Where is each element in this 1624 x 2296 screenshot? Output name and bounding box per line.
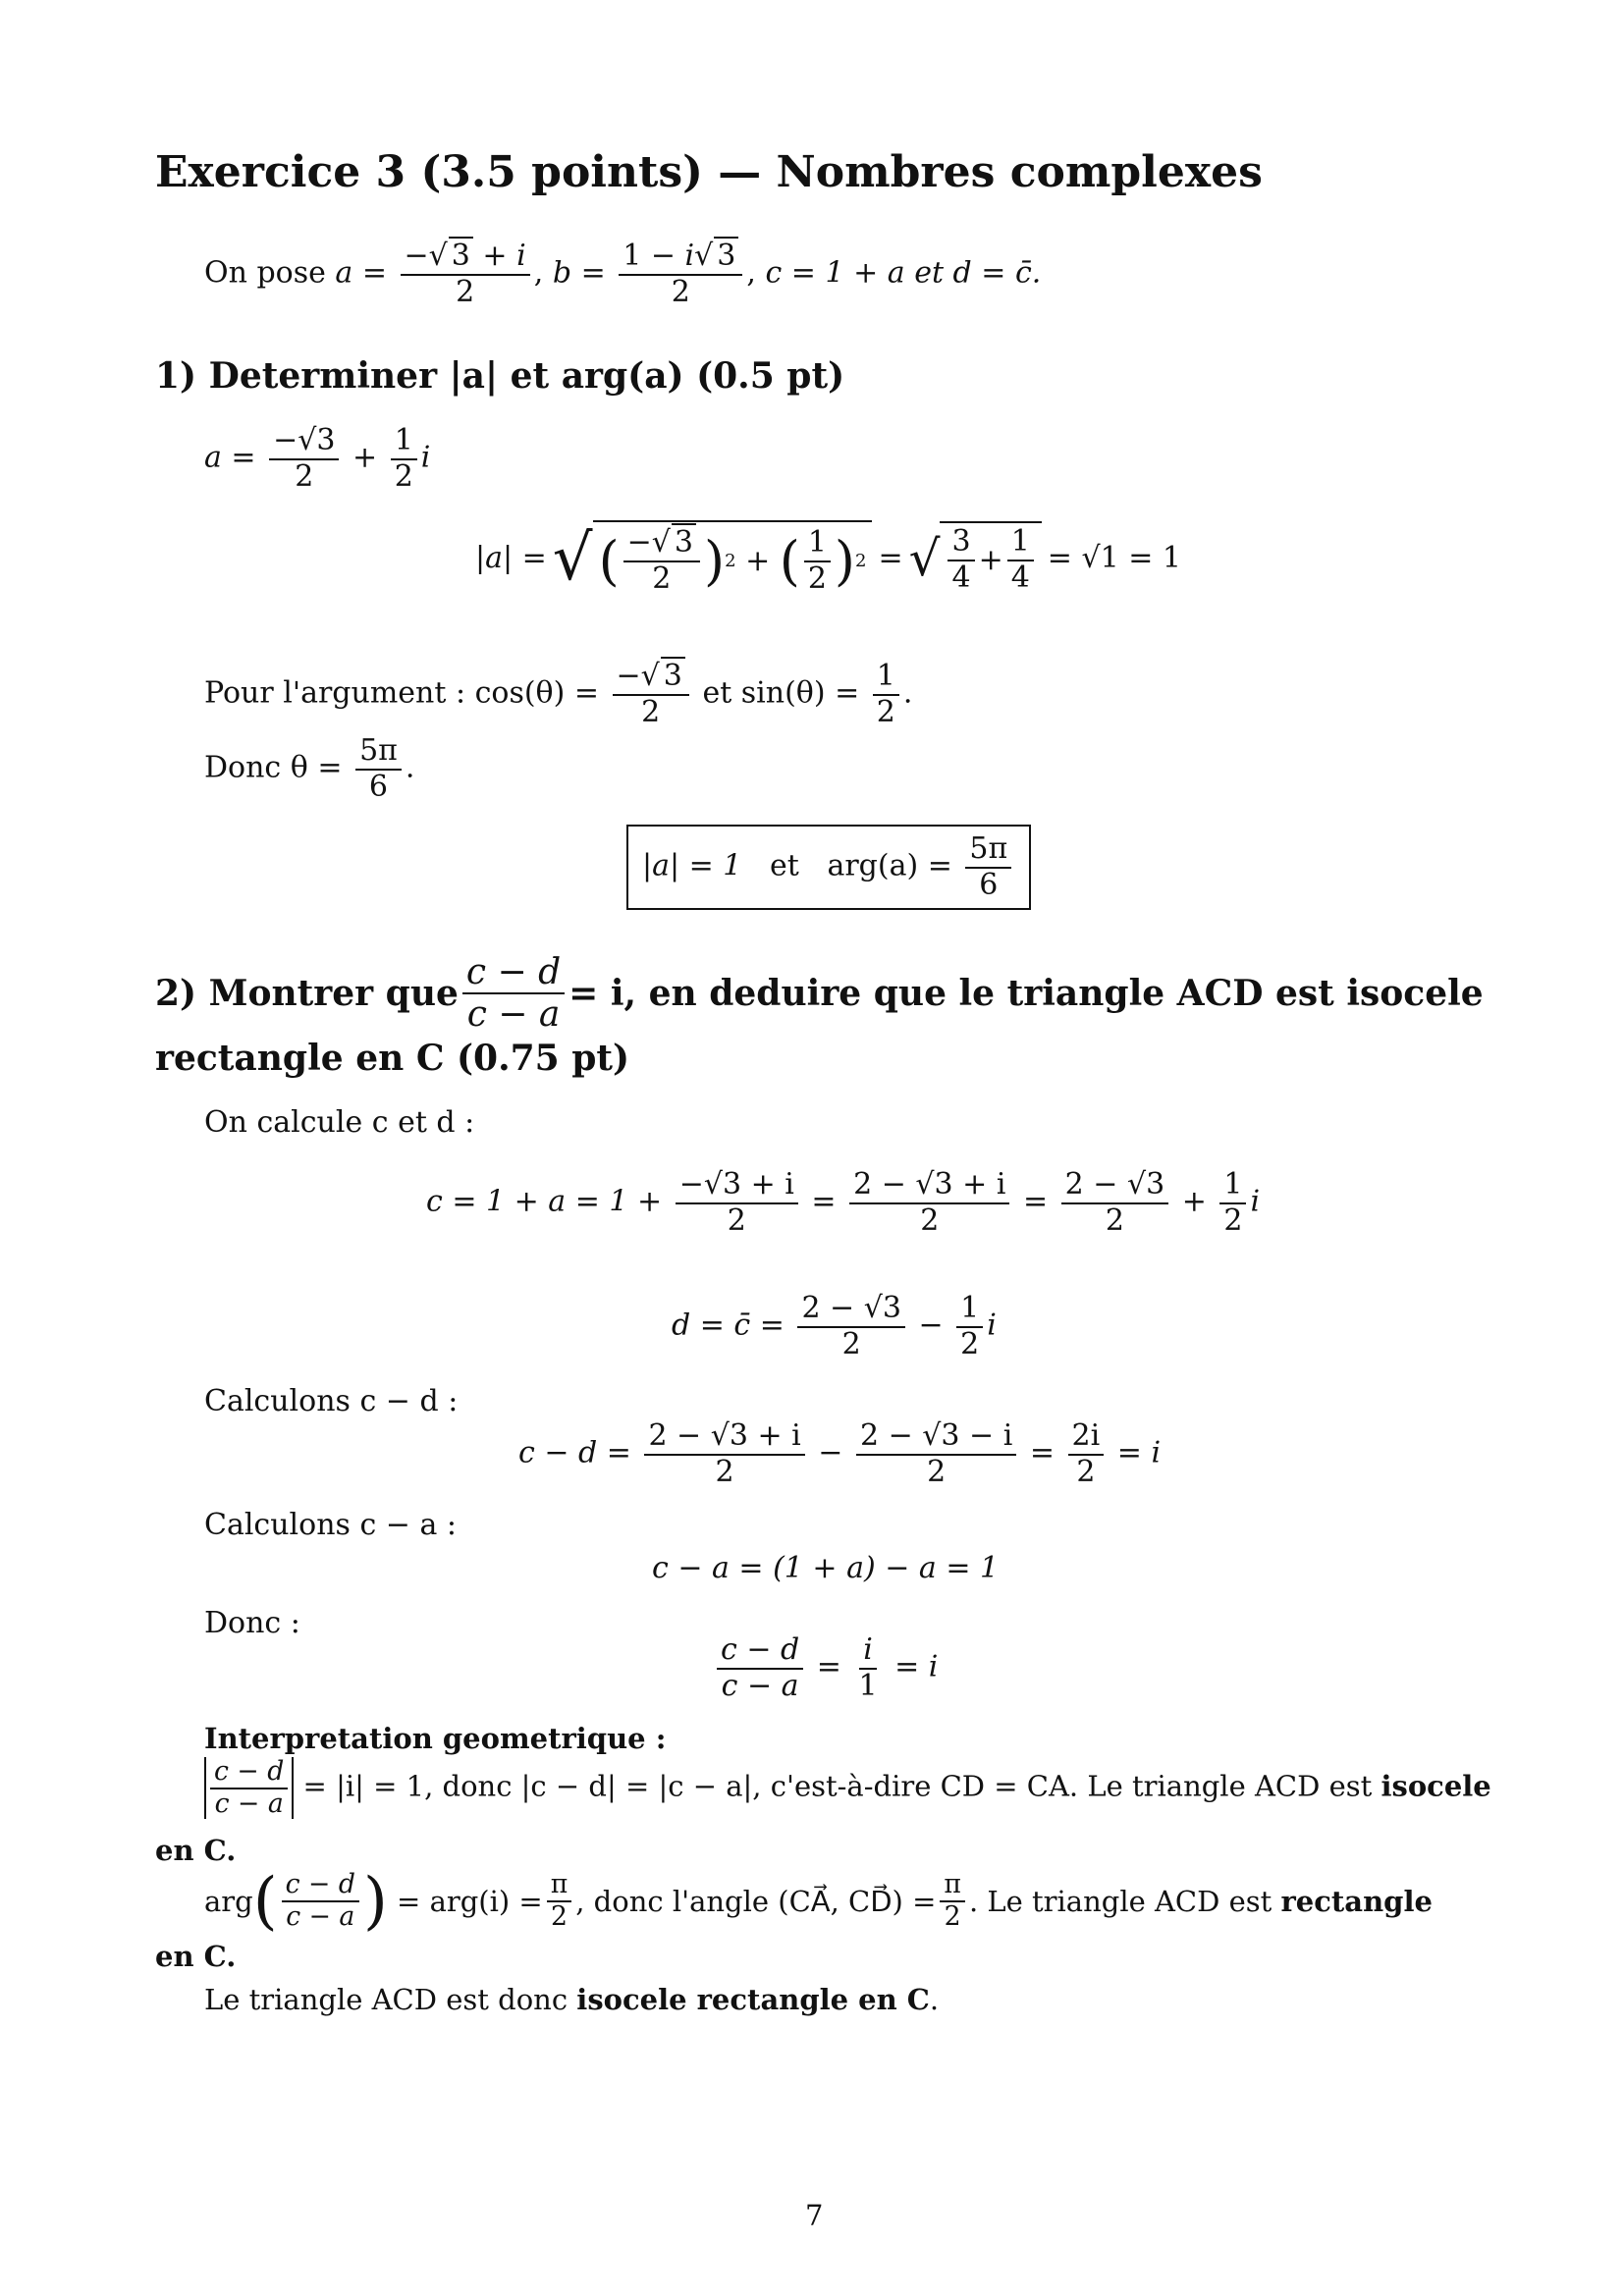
interp1-mid: = |i| = 1, donc |c − d| = |c − a|, c'est-à-dire CD = CA. Le triangle ACD est	[302, 1769, 1373, 1803]
interpretation-modulus: $\frac{c - d}{c - a}$ = |i| = 1, donc |c − d| = |c − a|, c'est-à-dire CD = CA. Le triangle ACD est isocele	[204, 1757, 1481, 1819]
intro-line: On pose a = $\frac{-√ 3 + i}{2}$ , b = $\frac{1 - i√ 3}{2}$ , c = 1 + a et d = c̄.	[204, 239, 1042, 309]
a-num1: −√3	[269, 424, 339, 460]
theta-end: .	[405, 750, 415, 785]
argument-line: Pour l'argument : cos(θ) = $\frac{-√ 3}{2}$ et sin(θ) = $\frac{1}{2}$ .	[204, 659, 913, 729]
interp2-bold: rectangle	[1280, 1885, 1433, 1918]
q1-heading: 1) Determiner |a| et arg(a) (0.5 pt)	[155, 355, 845, 397]
c-two4: 2	[1223, 1202, 1243, 1238]
cmd-tail: = i	[1116, 1435, 1162, 1470]
intro-tail: c = 1 + a et d = c̄.	[765, 255, 1042, 291]
a-lhs: a =	[204, 440, 256, 475]
c-minus-d-line	[518, 1419, 1161, 1489]
arg-prefix: Pour l'argument : cos(θ) =	[204, 675, 599, 711]
d-one: 1	[956, 1292, 983, 1328]
interp2-text2: . Le triangle ACD est	[968, 1885, 1272, 1918]
ratio-d2: 1	[858, 1668, 878, 1703]
intro-prefix: On pose	[204, 255, 326, 291]
cmd-two3: 2	[1076, 1454, 1096, 1489]
d-lhs: d = c̄ =	[672, 1308, 785, 1343]
intro-sep: ,	[746, 255, 756, 291]
theta-line	[204, 734, 414, 804]
arg-end: .	[902, 675, 913, 711]
page-number: 7	[805, 2199, 824, 2232]
mod-four: 4	[951, 560, 971, 595]
cmd-minus: −	[818, 1435, 843, 1470]
c-eq2: =	[1022, 1184, 1049, 1219]
donc-text: Donc :	[204, 1606, 300, 1640]
q2-heading-post: = i, en deduire que le triangle ACD est isocele	[568, 973, 1484, 1015]
c-n2: 2 − √3 + i	[849, 1168, 1009, 1204]
c-unit: i	[1250, 1184, 1261, 1219]
interpretation-argument: arg ( c − d c − a ) = arg(i) = $\frac{\pi}{2}$ , donc l'angle (CA⃗, CD⃗) = $\frac{\pi}{2}$ . Le triangle ACD est rectangle	[204, 1865, 1433, 1938]
c-eq1: =	[811, 1184, 837, 1219]
intro-sep: ,	[533, 255, 544, 291]
interp1-line2: en C.	[155, 1834, 237, 1867]
interp2-line2: en C.	[155, 1940, 237, 1973]
arg-mid: et sin(θ) =	[702, 675, 860, 711]
box-arg: arg(a) =	[827, 848, 952, 883]
c-n1: −√3 + i	[676, 1168, 798, 1204]
calc-c-minus-a-text: Calculons c − a :	[204, 1508, 458, 1542]
ratio-tail: = i	[894, 1649, 939, 1684]
q1-result-box	[626, 825, 1031, 910]
q2-heading-den: c − a	[466, 994, 561, 1036]
theta-num: 5π	[355, 734, 402, 771]
ratio-den: c − a	[721, 1668, 799, 1703]
cmd-n2: 2 − √3 − i	[856, 1419, 1016, 1456]
d-n1: 2 − √3	[797, 1292, 905, 1328]
a-den: 2	[295, 458, 314, 494]
c-two2: 2	[920, 1202, 940, 1238]
final-conclusion	[204, 1983, 939, 2016]
box-et: et	[770, 848, 799, 883]
d-minus: −	[918, 1308, 944, 1343]
c-minus-a-line: c − a = (1 + a) − a = 1	[652, 1551, 1000, 1585]
calc-c-minus-d-text: Calculons c − d :	[204, 1384, 459, 1418]
mod-lhs: |a| =	[475, 541, 547, 575]
cmd-two: 2	[715, 1454, 734, 1489]
mod-n34: 3	[947, 525, 974, 561]
theta-den: 6	[368, 769, 389, 804]
c-two: 2	[727, 1202, 746, 1238]
a-plus: +	[352, 440, 378, 475]
box-num: 5π	[965, 832, 1011, 869]
c-line	[426, 1168, 1260, 1238]
d-unit: i	[987, 1308, 997, 1343]
d-line	[672, 1292, 997, 1362]
exercise-title: Exercice 3 (3.5 points) — Nombres complexes	[155, 147, 1263, 197]
final-bold: isocele rectangle en C	[576, 1983, 930, 2016]
ratio-eq: =	[816, 1649, 841, 1684]
c-one: 1	[1219, 1168, 1246, 1204]
interp2-mid: = arg(i) =	[397, 1885, 543, 1918]
cmd-n3: 2i	[1068, 1419, 1105, 1456]
mod-n14: 1	[1007, 525, 1034, 561]
interp2-arg: arg	[204, 1885, 253, 1918]
ratio-n2: i	[859, 1633, 877, 1670]
a-fraction: $\frac{-√ 3 + i}{2}$	[401, 240, 530, 309]
calc-cd-text: On calcule c et d :	[204, 1105, 475, 1140]
ratio-line	[713, 1633, 938, 1703]
mod-eq: =	[878, 541, 903, 575]
interp2-two: 2	[550, 1901, 568, 1932]
mod-four2: 4	[1010, 560, 1030, 595]
a-den2: 2	[394, 458, 413, 494]
cmd-two2: 2	[927, 1454, 947, 1489]
q2-heading	[155, 952, 1484, 1079]
mod-tail: = √1 = 1	[1047, 541, 1181, 575]
a-algebraic-line	[204, 424, 430, 494]
interp2-pi: π	[547, 1870, 572, 1902]
interp2-pi2: π	[940, 1870, 965, 1902]
c-n3: 2 − √3	[1061, 1168, 1169, 1204]
a-num2: 1	[391, 424, 417, 460]
box-den: 6	[979, 867, 999, 902]
final-end: .	[929, 1983, 940, 2016]
c-lhs: c = 1 + a = 1 +	[426, 1184, 663, 1219]
d-two2: 2	[960, 1326, 980, 1362]
interp2-text: , donc l'angle (CA⃗, CD⃗) =	[575, 1885, 937, 1918]
cmd-eq: =	[1029, 1435, 1055, 1470]
theta-prefix: Donc θ =	[204, 750, 343, 785]
b-fraction: $\frac{1 - i√ 3}{2}$	[619, 240, 742, 309]
cmd-lhs: c − d =	[518, 1435, 631, 1470]
cmd-n1: 2 − √3 + i	[644, 1419, 804, 1456]
q2-heading-num: c − d	[462, 952, 565, 994]
box-left: |a| = 1	[642, 848, 742, 883]
c-two3: 2	[1105, 1202, 1124, 1238]
ratio-num: c − d	[717, 1633, 803, 1670]
final-pre: Le triangle ACD est donc	[204, 1983, 568, 2016]
interp1-bold: isocele	[1380, 1769, 1491, 1803]
interp2-two2: 2	[944, 1901, 961, 1932]
q2-heading-pre: 2) Montrer que	[155, 973, 459, 1015]
d-two: 2	[841, 1326, 861, 1362]
modulus-line: |a| = √ ( −√ 3 2 ) 2 + ( 1 2 ) 2 = √ 3 4 + 1 4 = √1 = 1	[475, 521, 1181, 596]
interpretation-title: Interpretation geometrique :	[204, 1722, 667, 1755]
a-unit: i	[420, 440, 431, 475]
c-plus: +	[1181, 1184, 1207, 1219]
q2-heading-line2: rectangle en C (0.75 pt)	[155, 1037, 630, 1079]
